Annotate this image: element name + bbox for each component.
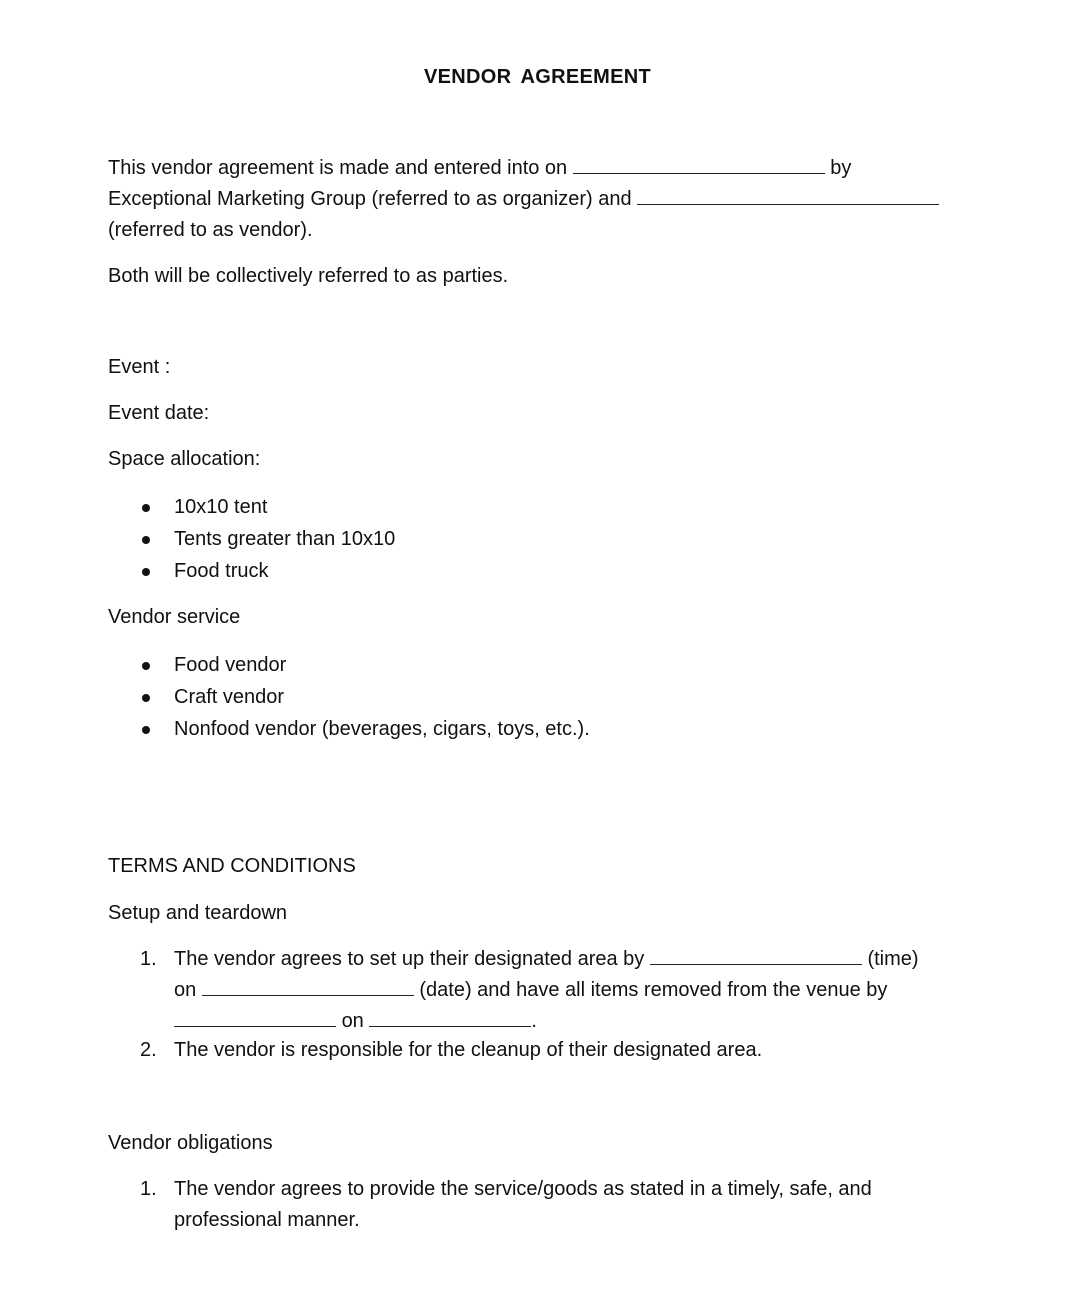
event-field-label: Event : bbox=[108, 356, 171, 378]
vendor-service-label: Vendor service bbox=[108, 606, 241, 628]
obligations-list bbox=[108, 1174, 968, 1236]
list-item: Craft vendor bbox=[108, 681, 968, 713]
vendor-service-list bbox=[108, 649, 968, 745]
bullet-icon bbox=[142, 662, 150, 670]
intro-line-3: (referred to as vendor). bbox=[108, 219, 313, 241]
intro-line-2 bbox=[108, 184, 988, 215]
list-item: Food vendor bbox=[108, 649, 968, 681]
agreement-date-blank[interactable] bbox=[573, 155, 825, 174]
event-date-field-label: Event date: bbox=[108, 402, 210, 424]
bullet-icon bbox=[142, 568, 150, 576]
list-item: Tents greater than 10x10 bbox=[108, 523, 968, 555]
setup-list bbox=[108, 944, 968, 1066]
list-item: Nonfood vendor (beverages, cigars, toys, etc.). bbox=[108, 713, 968, 745]
list-item: 1. The vendor agrees to set up their designated area by (time) on (date) and have all items removed from the venue by on . bbox=[108, 944, 968, 1037]
intro-line-1 bbox=[108, 153, 988, 184]
terms-heading: TERMS AND CONDITIONS bbox=[108, 855, 356, 877]
list-item: 2. The vendor is responsible for the cleanup of their designated area. bbox=[108, 1035, 968, 1066]
setup-time-blank[interactable] bbox=[650, 946, 862, 965]
organizer-text: Exceptional Marketing Group (referred to as organizer) and bbox=[108, 188, 632, 210]
setup-date-blank[interactable] bbox=[202, 977, 414, 996]
list-number: 2. bbox=[140, 1039, 157, 1061]
list-number: 1. bbox=[140, 948, 157, 970]
obligations-heading: Vendor obligations bbox=[108, 1132, 273, 1154]
bullet-icon bbox=[142, 726, 150, 734]
vendor-name-blank[interactable] bbox=[637, 186, 939, 205]
list-number: 1. bbox=[140, 1178, 157, 1200]
intro-paragraph bbox=[108, 153, 988, 246]
teardown-date-blank[interactable] bbox=[369, 1008, 531, 1027]
bullet-icon bbox=[142, 536, 150, 544]
list-item: 10x10 tent bbox=[108, 491, 968, 523]
space-allocation-label: Space allocation: bbox=[108, 448, 261, 470]
space-allocation-list bbox=[108, 491, 968, 587]
parties-paragraph: Both will be collectively referred to as parties. bbox=[108, 265, 509, 287]
teardown-time-blank[interactable] bbox=[174, 1008, 336, 1027]
document-title: VENDOR AGREEMENT bbox=[424, 66, 651, 88]
intro-text: This vendor agreement is made and entered into on bbox=[108, 157, 568, 179]
intro-text-by: by bbox=[830, 157, 852, 179]
list-item: 1. The vendor agrees to provide the service/goods as stated in a timely, safe, and professional manner. bbox=[108, 1174, 968, 1236]
bullet-icon bbox=[142, 504, 150, 512]
list-item: Food truck bbox=[108, 555, 968, 587]
bullet-icon bbox=[142, 694, 150, 702]
setup-heading: Setup and teardown bbox=[108, 902, 288, 924]
